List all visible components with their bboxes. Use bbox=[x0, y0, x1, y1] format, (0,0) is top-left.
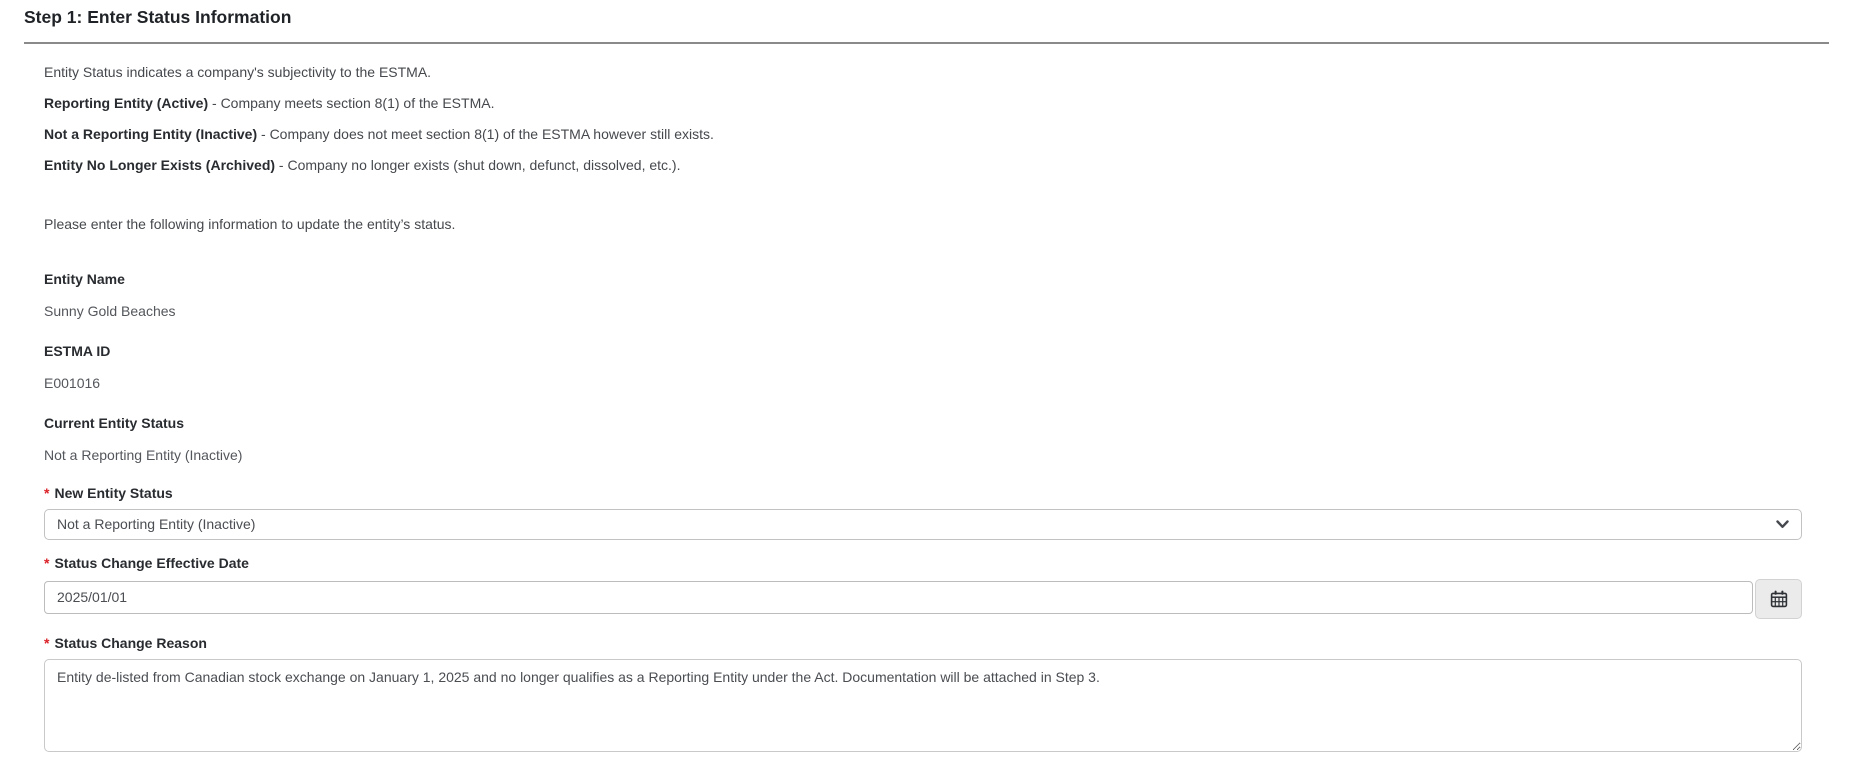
page-title: Step 1: Enter Status Information bbox=[24, 7, 292, 27]
date-picker-button[interactable] bbox=[1755, 579, 1802, 619]
definition-archived-desc: - Company no longer exists (shut down, defunct, dissolved, etc.). bbox=[275, 156, 681, 173]
calendar-icon bbox=[1770, 590, 1788, 608]
title-divider bbox=[24, 42, 1829, 44]
definition-archived bbox=[44, 155, 1802, 175]
definition-inactive bbox=[44, 124, 1802, 144]
entity-summary bbox=[44, 269, 1802, 465]
instruction-line: Please enter the following information to update the entity’s status. bbox=[44, 215, 456, 232]
effective-date-input[interactable] bbox=[44, 581, 1753, 614]
intro-line: Entity Status indicates a company's subjectivity to the ESTMA. bbox=[44, 63, 432, 80]
effective-date-row bbox=[44, 579, 1802, 619]
new-entity-status-label-row bbox=[44, 483, 1802, 503]
status-change-reason-group bbox=[44, 633, 1802, 752]
effective-date-label: Status Change Effective Date bbox=[54, 554, 249, 571]
definition-active bbox=[44, 93, 1802, 113]
new-entity-status-group bbox=[44, 483, 1802, 540]
current-entity-status-label: Current Entity Status bbox=[44, 414, 185, 431]
intro-spacer bbox=[44, 186, 1802, 214]
status-change-reason-textarea[interactable] bbox=[44, 659, 1802, 752]
status-change-reason-label-row bbox=[44, 633, 1802, 653]
new-entity-status-label: New Entity Status bbox=[54, 484, 173, 501]
definition-inactive-desc: - Company does not meet section 8(1) of the ESTMA however still exists. bbox=[257, 125, 714, 142]
estma-id-label: ESTMA ID bbox=[44, 342, 111, 359]
required-asterisk: * bbox=[44, 634, 50, 651]
required-asterisk: * bbox=[44, 554, 50, 571]
definition-active-term: Reporting Entity (Active) bbox=[44, 94, 209, 111]
status-change-reason-label: Status Change Reason bbox=[54, 634, 207, 651]
intro-text bbox=[44, 62, 1802, 234]
entity-name-value: Sunny Gold Beaches bbox=[44, 302, 176, 319]
status-information-page bbox=[0, 6, 1855, 752]
new-entity-status-select-wrap bbox=[44, 509, 1802, 540]
page-content bbox=[44, 62, 1802, 752]
current-entity-status-value: Not a Reporting Entity (Inactive) bbox=[44, 446, 243, 463]
definition-inactive-term: Not a Reporting Entity (Inactive) bbox=[44, 125, 258, 142]
effective-date-group bbox=[44, 553, 1802, 619]
definition-active-desc: - Company meets section 8(1) of the ESTMA. bbox=[208, 94, 495, 111]
required-asterisk: * bbox=[44, 484, 50, 501]
effective-date-label-row bbox=[44, 553, 1802, 573]
entity-name-label: Entity Name bbox=[44, 270, 125, 287]
new-entity-status-select[interactable] bbox=[44, 509, 1802, 540]
definition-archived-term: Entity No Longer Exists (Archived) bbox=[44, 156, 276, 173]
estma-id-value: E001016 bbox=[44, 374, 101, 391]
